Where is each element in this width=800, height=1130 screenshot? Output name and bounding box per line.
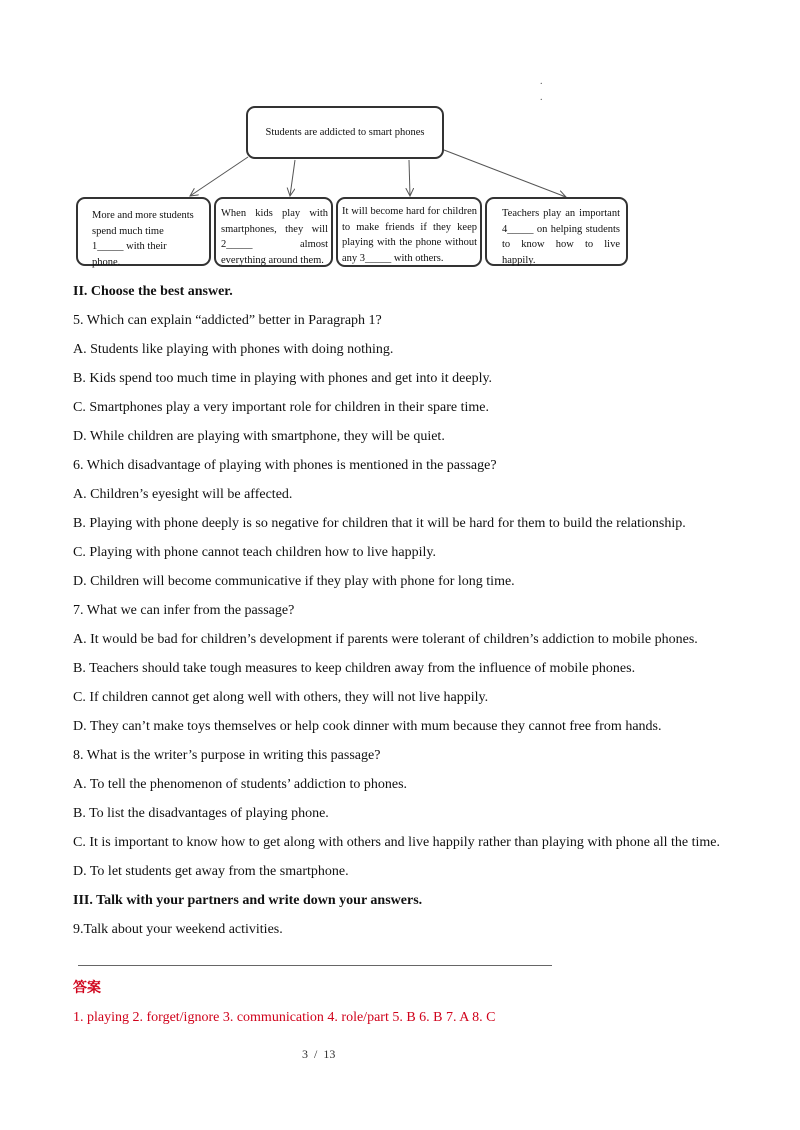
section-3-heading: III. Talk with your partners and write down your answers. [73,893,423,908]
question-8-option-c: C. It is important to know how to get along with others and live happily rather than playing with phone all the time. [73,835,720,850]
arrow-to-box-2 [290,160,295,196]
question-5-option-b: B. Kids spend too much time in playing with phones and get into it deeply. [73,371,493,386]
question-7-option-c: C. If children cannot get along well with others, they will not live happily. [73,690,489,705]
answers-text: 1. playing 2. forget/ignore 3. communication 4. role/part 5. B 6. B 7. A 8. C [73,1010,496,1025]
question-5-option-d: D. While children are playing with smartphone, they will be quiet. [73,429,445,444]
question-6-option-a: A. Children’s eyesight will be affected. [73,487,293,502]
question-7-option-d: D. They can’t make toys themselves or help cook dinner with mum because they cannot free from hands. [73,719,662,734]
diagram-box-3: It will become hard for children to make friends if they keep playing with the phone without any 3_____ with others. [336,197,482,267]
page-marks: . . [540,76,543,103]
arrow-to-box-1 [190,157,248,196]
question-9: 9.Talk about your weekend activities. [73,922,283,937]
mind-map-diagram [0,0,800,280]
question-6: 6. Which disadvantage of playing with phones is mentioned in the passage? [73,458,497,473]
question-7-option-b: B. Teachers should take tough measures to keep children away from the influence of mobile phones. [73,661,636,676]
question-6-option-c: C. Playing with phone cannot teach children how to live happily. [73,545,437,560]
answer-line [78,965,552,966]
arrow-to-box-4 [444,150,566,197]
diagram-box-4: Teachers play an important 4_____ on helping students to know how to live happily. [485,197,628,266]
question-8-option-a: A. To tell the phenomenon of students’ addiction to phones. [73,777,408,792]
arrow-to-box-3 [409,160,410,196]
answers-heading: 答案 [73,981,101,996]
diagram-box-2: When kids play with smartphones, they will 2_____ almost everything around them. [214,197,333,267]
question-8-option-b: B. To list the disadvantages of playing phone. [73,806,329,821]
question-5-option-c: C. Smartphones play a very important role for children in their spare time. [73,400,489,415]
question-7: 7. What we can infer from the passage? [73,603,295,618]
page-number: 3 / 13 [302,1047,336,1061]
question-5: 5. Which can explain “addicted” better in Paragraph 1? [73,313,382,328]
section-2-heading: II. Choose the best answer. [73,284,233,299]
question-8-option-d: D. To let students get away from the smartphone. [73,864,349,879]
question-7-option-a: A. It would be bad for children’s development if parents were tolerant of children’s addiction to mobile phones. [73,632,698,647]
diagram-root-box: Students are addicted to smart phones [246,106,444,159]
question-6-option-b: B. Playing with phone deeply is so negative for children that it will be hard for them to build the relationship. [73,516,686,531]
question-6-option-d: D. Children will become communicative if they play with phone for long time. [73,574,515,589]
diagram-box-1: More and more students spend much time 1_____ with their phone. [76,197,211,266]
question-5-option-a: A. Students like playing with phones with doing nothing. [73,342,394,357]
question-8: 8. What is the writer’s purpose in writing this passage? [73,748,381,763]
